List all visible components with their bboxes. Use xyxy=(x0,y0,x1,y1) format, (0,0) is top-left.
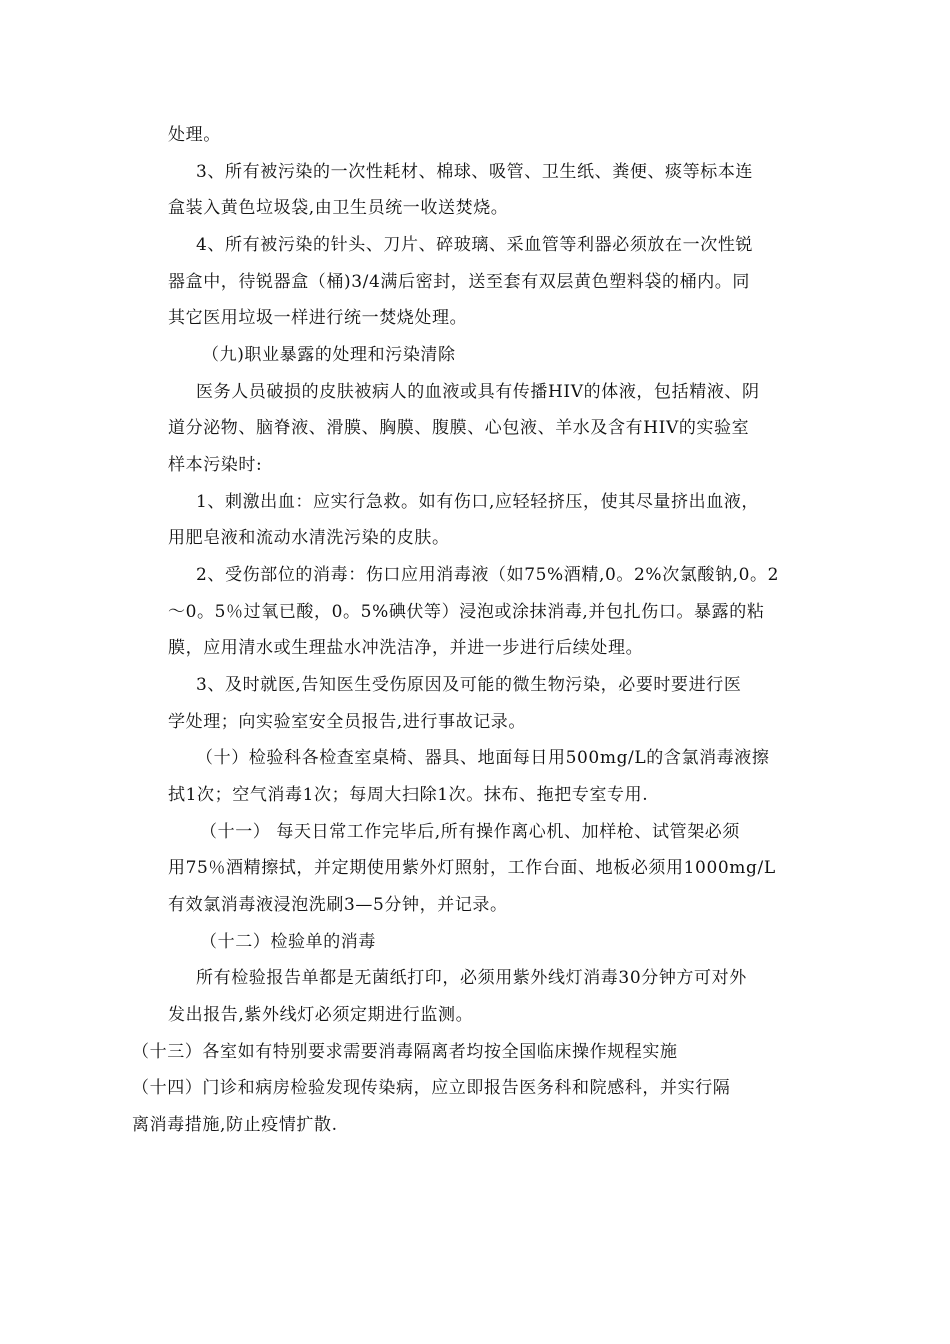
text-line: 所有检验报告单都是无菌纸打印，必须用紫外线灯消毒30分钟方可对外 xyxy=(196,968,747,988)
text-line: ～0。5％过氧已酸，0。5%碘伏等）浸泡或涂抹消毒,并包扎伤口。暴露的粘 xyxy=(168,602,765,622)
text-line: 器盒中，待锐器盒（桶)3/4满后密封，送至套有双层黄色塑料袋的桶内。同 xyxy=(168,272,750,292)
section-heading: （十）检验科各检查室桌椅、器具、地面每日用500mg/L的含氯消毒液擦 xyxy=(196,748,770,768)
text-line: 其它医用垃圾一样进行统一焚烧处理。 xyxy=(168,308,468,328)
section-heading: （九)职业暴露的处理和污染清除 xyxy=(202,345,456,365)
text-line: 3、及时就医,告知医生受伤原因及可能的微生物污染，必要时要进行医 xyxy=(196,675,742,695)
text-line: 发出报告,紫外线灯必须定期进行监测。 xyxy=(168,1005,474,1025)
text-line: 盒装入黄色垃圾袋,由卫生员统一收送焚烧。 xyxy=(168,198,509,218)
text-line: 处理。 xyxy=(168,125,221,145)
text-line: 道分泌物、脑脊液、滑膜、胸膜、腹膜、心包液、羊水及含有HIV的实验室 xyxy=(168,418,750,438)
text-line: 1、刺激出血：应实行急救。如有伤口,应轻轻挤压，使其尽量挤出血液， xyxy=(196,492,760,512)
text-line: 有效氯消毒液浸泡洗刷3—5分钟，并记录。 xyxy=(168,895,508,915)
text-line: 膜，应用清水或生理盐水冲洗洁净，并进一步进行后续处理。 xyxy=(168,638,644,658)
text-line: 4、所有被污染的针头、刀片、碎玻璃、采血管等利器必须放在一次性锐 xyxy=(196,235,754,255)
text-line: 拭1次；空气消毒1次；每周大扫除1次。抹布、拖把专室专用. xyxy=(168,785,649,805)
text-line: 医务人员破损的皮肤被病人的血液或具有传播HIV的体液，包括精液、阴 xyxy=(196,382,760,402)
text-line: 离消毒措施,防止疫情扩散. xyxy=(132,1115,338,1135)
text-line: 学处理；向实验室安全员报告,进行事故记录。 xyxy=(168,712,527,732)
section-heading: （十二）检验单的消毒 xyxy=(200,932,376,952)
text-line: 用肥皂液和流动水清洗污染的皮肤。 xyxy=(168,528,450,548)
section-heading: （十一） 每天日常工作完毕后,所有操作离心机、加样枪、试管架必须 xyxy=(200,822,741,842)
section-heading: （十四）门诊和病房检验发现传染病，应立即报告医务科和院感科，并实行隔 xyxy=(132,1078,731,1098)
text-line: 用75％酒精擦拭，并定期使用紫外灯照射，工作台面、地板必须用1000mg/L xyxy=(168,858,776,878)
text-line: 2、受伤部位的消毒：伤口应用消毒液（如75%酒精,0。2%次氯酸钠,0。2 xyxy=(196,565,780,585)
text-line: 样本污染时: xyxy=(168,455,263,475)
text-line: 3、所有被污染的一次性耗材、棉球、吸管、卫生纸、粪便、痰等标本连 xyxy=(196,162,754,182)
section-heading: （十三）各室如有特别要求需要消毒隔离者均按全国临床操作规程实施 xyxy=(132,1042,678,1062)
